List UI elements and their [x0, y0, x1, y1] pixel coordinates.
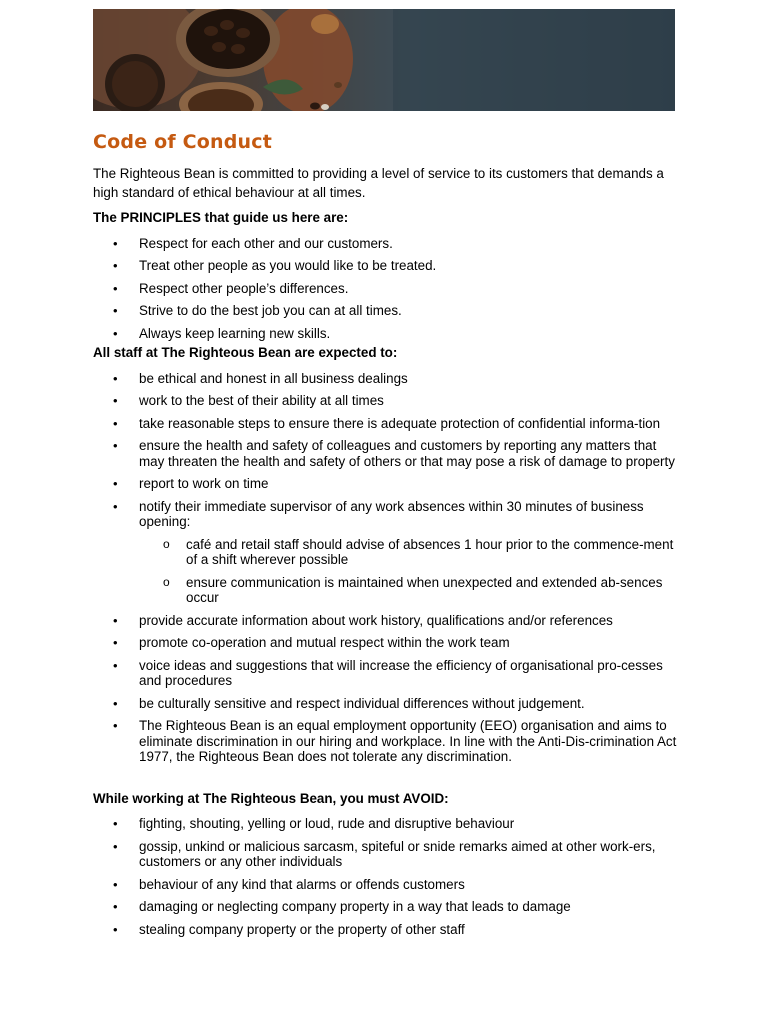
bullet-icon: • — [113, 498, 118, 514]
list-item: • notify their immediate supervisor of any work absences within 30 minutes of business opening: o café and retail staff should advise of absences 1 hour prior to the commence-ment of a shift wherever possible o ensure communication is maintained when unexpected and extended ab-sences occur — [93, 499, 683, 606]
bullet-icon: • — [113, 438, 118, 453]
bullet-icon: • — [113, 415, 118, 431]
principles-list — [93, 236, 683, 342]
bullet-icon: • — [113, 612, 118, 628]
section-spacer — [93, 772, 683, 790]
list-item: • be ethical and honest in all business dealings — [113, 370, 408, 386]
expected-list — [93, 371, 683, 765]
bullet-icon: • — [113, 816, 118, 831]
list-item: • Respect other people’s differences. — [113, 280, 349, 296]
list-item: • stealing company property or the property of other staff — [113, 921, 465, 937]
sub-list-item: o café and retail staff should advise of absences 1 hour prior to the commence-ment of a shift wherever possible — [163, 536, 674, 567]
list-item: • work to the best of their ability at all times — [113, 393, 384, 408]
list-item: • behaviour of any kind that alarms or offends customers — [113, 876, 465, 892]
circle-bullet-icon: o — [163, 536, 170, 551]
bullet-icon: • — [113, 280, 118, 296]
header-banner-image — [93, 9, 675, 111]
list-item: • be culturally sensitive and respect individual differences without judgement. — [113, 695, 585, 711]
bullet-icon: • — [113, 635, 118, 650]
bullet-icon: • — [113, 695, 118, 711]
intro-paragraph: The Righteous Bean is committed to providing a level of service to its customers that demands a high standard of ethical behaviour at all times. — [93, 166, 664, 200]
list-item: • ensure the health and safety of colleagues and customers by reporting any matters that may threaten the health and safety of others or that may pose a risk of damage to property — [113, 438, 675, 469]
list-item: • take reasonable steps to ensure there is adequate protection of confidential informa-tion — [113, 415, 661, 431]
list-item: • Always keep learning new skills. — [113, 325, 331, 341]
avoid-heading: While working at The Righteous Bean, you must AVOID: — [93, 790, 449, 806]
bullet-icon: • — [113, 303, 118, 318]
bullet-icon: • — [113, 899, 118, 914]
bullet-icon: • — [113, 235, 118, 251]
bullet-icon: • — [113, 921, 118, 937]
avoid-list — [93, 816, 683, 937]
sub-list-item: o ensure communication is maintained when unexpected and extended ab-sences occur — [163, 574, 663, 605]
bullet-icon: • — [113, 876, 118, 892]
bullet-icon: • — [113, 370, 118, 386]
list-item: • report to work on time — [113, 476, 269, 491]
principles-heading: The PRINCIPLES that guide us here are: — [93, 210, 349, 225]
bullet-icon: • — [113, 325, 118, 341]
bullet-icon: • — [113, 838, 118, 854]
list-item: • Treat other people as you would like to be treated. — [113, 258, 437, 273]
list-item: • Strive to do the best job you can at all times. — [113, 303, 402, 318]
document-body — [93, 131, 683, 944]
list-item: • Respect for each other and our customers. — [113, 235, 393, 251]
bullet-icon: • — [113, 657, 118, 673]
expected-heading: All staff at The Righteous Bean are expected to: — [93, 345, 398, 360]
list-item: • provide accurate information about work history, qualifications and/or references — [113, 612, 613, 628]
list-item: • voice ideas and suggestions that will increase the efficiency of organisational pro-cesses and procedures — [113, 657, 663, 688]
list-item: • fighting, shouting, yelling or loud, rude and disruptive behaviour — [113, 816, 515, 831]
bullet-icon: • — [113, 718, 118, 733]
bullet-icon: • — [113, 258, 118, 273]
page-title: Code of Conduct — [93, 131, 273, 153]
list-item: • promote co-operation and mutual respect within the work team — [113, 635, 510, 650]
bullet-icon: • — [113, 393, 118, 408]
list-item: • The Righteous Bean is an equal employment opportunity (EEO) organisation and aims to eliminate discrimination in our hiring and workplace. In line with the Anti-Dis-crimination Act 1977, the Righteous Bean does not tolerate any discrimination. — [113, 718, 677, 764]
bullet-icon: • — [113, 476, 118, 491]
circle-bullet-icon: o — [163, 574, 170, 589]
absence-sublist — [139, 537, 683, 606]
list-item: • damaging or neglecting company property in a way that leads to damage — [113, 899, 571, 914]
list-item: • gossip, unkind or malicious sarcasm, spiteful or snide remarks aimed at other work-ers, customers or any other individuals — [113, 838, 656, 869]
